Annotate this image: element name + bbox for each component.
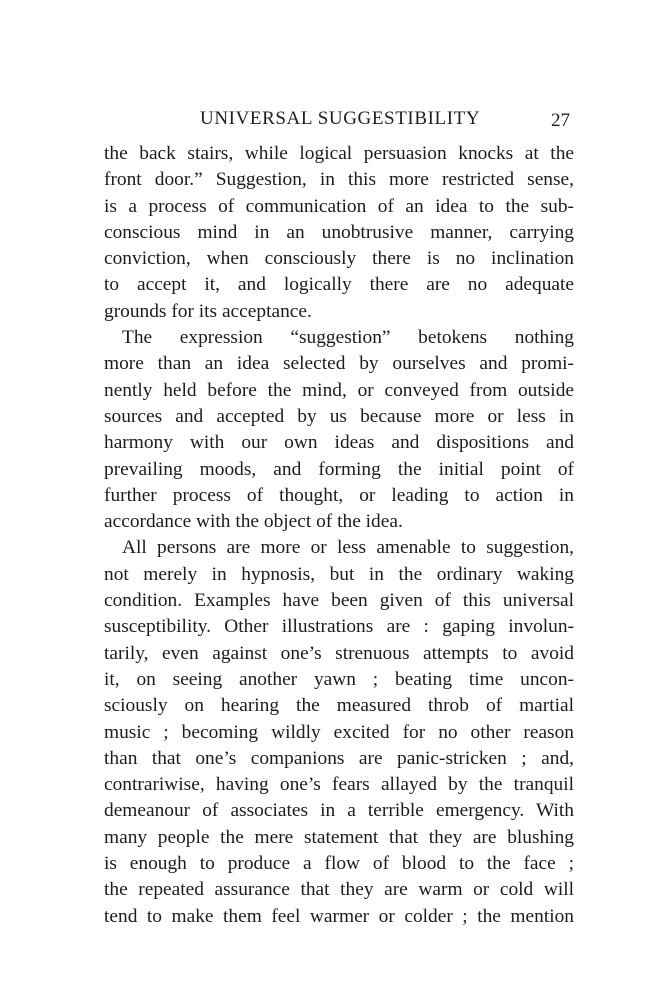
text-line: sources and accepted by us because more or less in (104, 405, 574, 427)
text-line: conscious mind in an unobtrusive manner, carrying (104, 221, 574, 243)
text-line: condition. Examples have been given of this universal (104, 590, 574, 612)
text-line: not merely in hypnosis, but in the ordinary waking (104, 563, 574, 585)
text-line: is enough to produce a flow of blood to the face ; (104, 853, 574, 875)
text-line: tarily, even against one’s strenuous attempts to avoid (104, 642, 574, 664)
text-line: is a process of communication of an idea to the sub- (104, 195, 574, 217)
text-line: than that one’s companions are panic-stricken ; and, (104, 747, 574, 769)
text-line: more than an idea selected by ourselves and promi- (104, 353, 574, 375)
running-head (106, 108, 570, 136)
text-line: sciously on hearing the measured throb of martial (104, 695, 574, 717)
text-line: contrariwise, having one’s fears allayed by the tranquil (104, 774, 574, 796)
body-text (104, 141, 574, 930)
text-line: the repeated assurance that they are warm or cold will (104, 879, 574, 901)
text-line: further process of thought, or leading to action in (104, 484, 574, 506)
text-line: conviction, when consciously there is no inclination (104, 248, 574, 270)
running-title: UNIVERSAL SUGGESTIBILITY (200, 108, 481, 129)
text-line: many people the mere statement that they are blushing (104, 826, 574, 848)
text-line: the back stairs, while logical persuasion knocks at the (104, 143, 574, 164)
text-line: front door.” Suggestion, in this more restricted sense, (104, 169, 574, 191)
text-line: harmony with our own ideas and dispositions and (104, 432, 574, 454)
text-line: susceptibility. Other illustrations are : gaping involun- (104, 616, 574, 638)
text-line: accordance with the object of the idea. (104, 511, 403, 533)
text-line: demeanour of associates in a terrible emergency. With (104, 800, 574, 822)
text-line: grounds for its acceptance. (104, 300, 312, 322)
text-line: All persons are more or less amenable to suggestion, (122, 537, 574, 559)
text-line: prevailing moods, and forming the initial point of (104, 458, 574, 480)
text-line: tend to make them feel warmer or colder ; the mention (104, 905, 574, 927)
text-line: The expression “suggestion” betokens nothing (122, 327, 574, 349)
page-number: 27 (551, 110, 570, 131)
text-line: music ; becoming wildly excited for no other reason (104, 721, 574, 743)
text-line: it, on seeing another yawn ; beating time uncon- (104, 668, 574, 690)
text-line: to accept it, and logically there are no adequate (104, 274, 574, 296)
text-line: nently held before the mind, or conveyed from outside (104, 379, 574, 401)
